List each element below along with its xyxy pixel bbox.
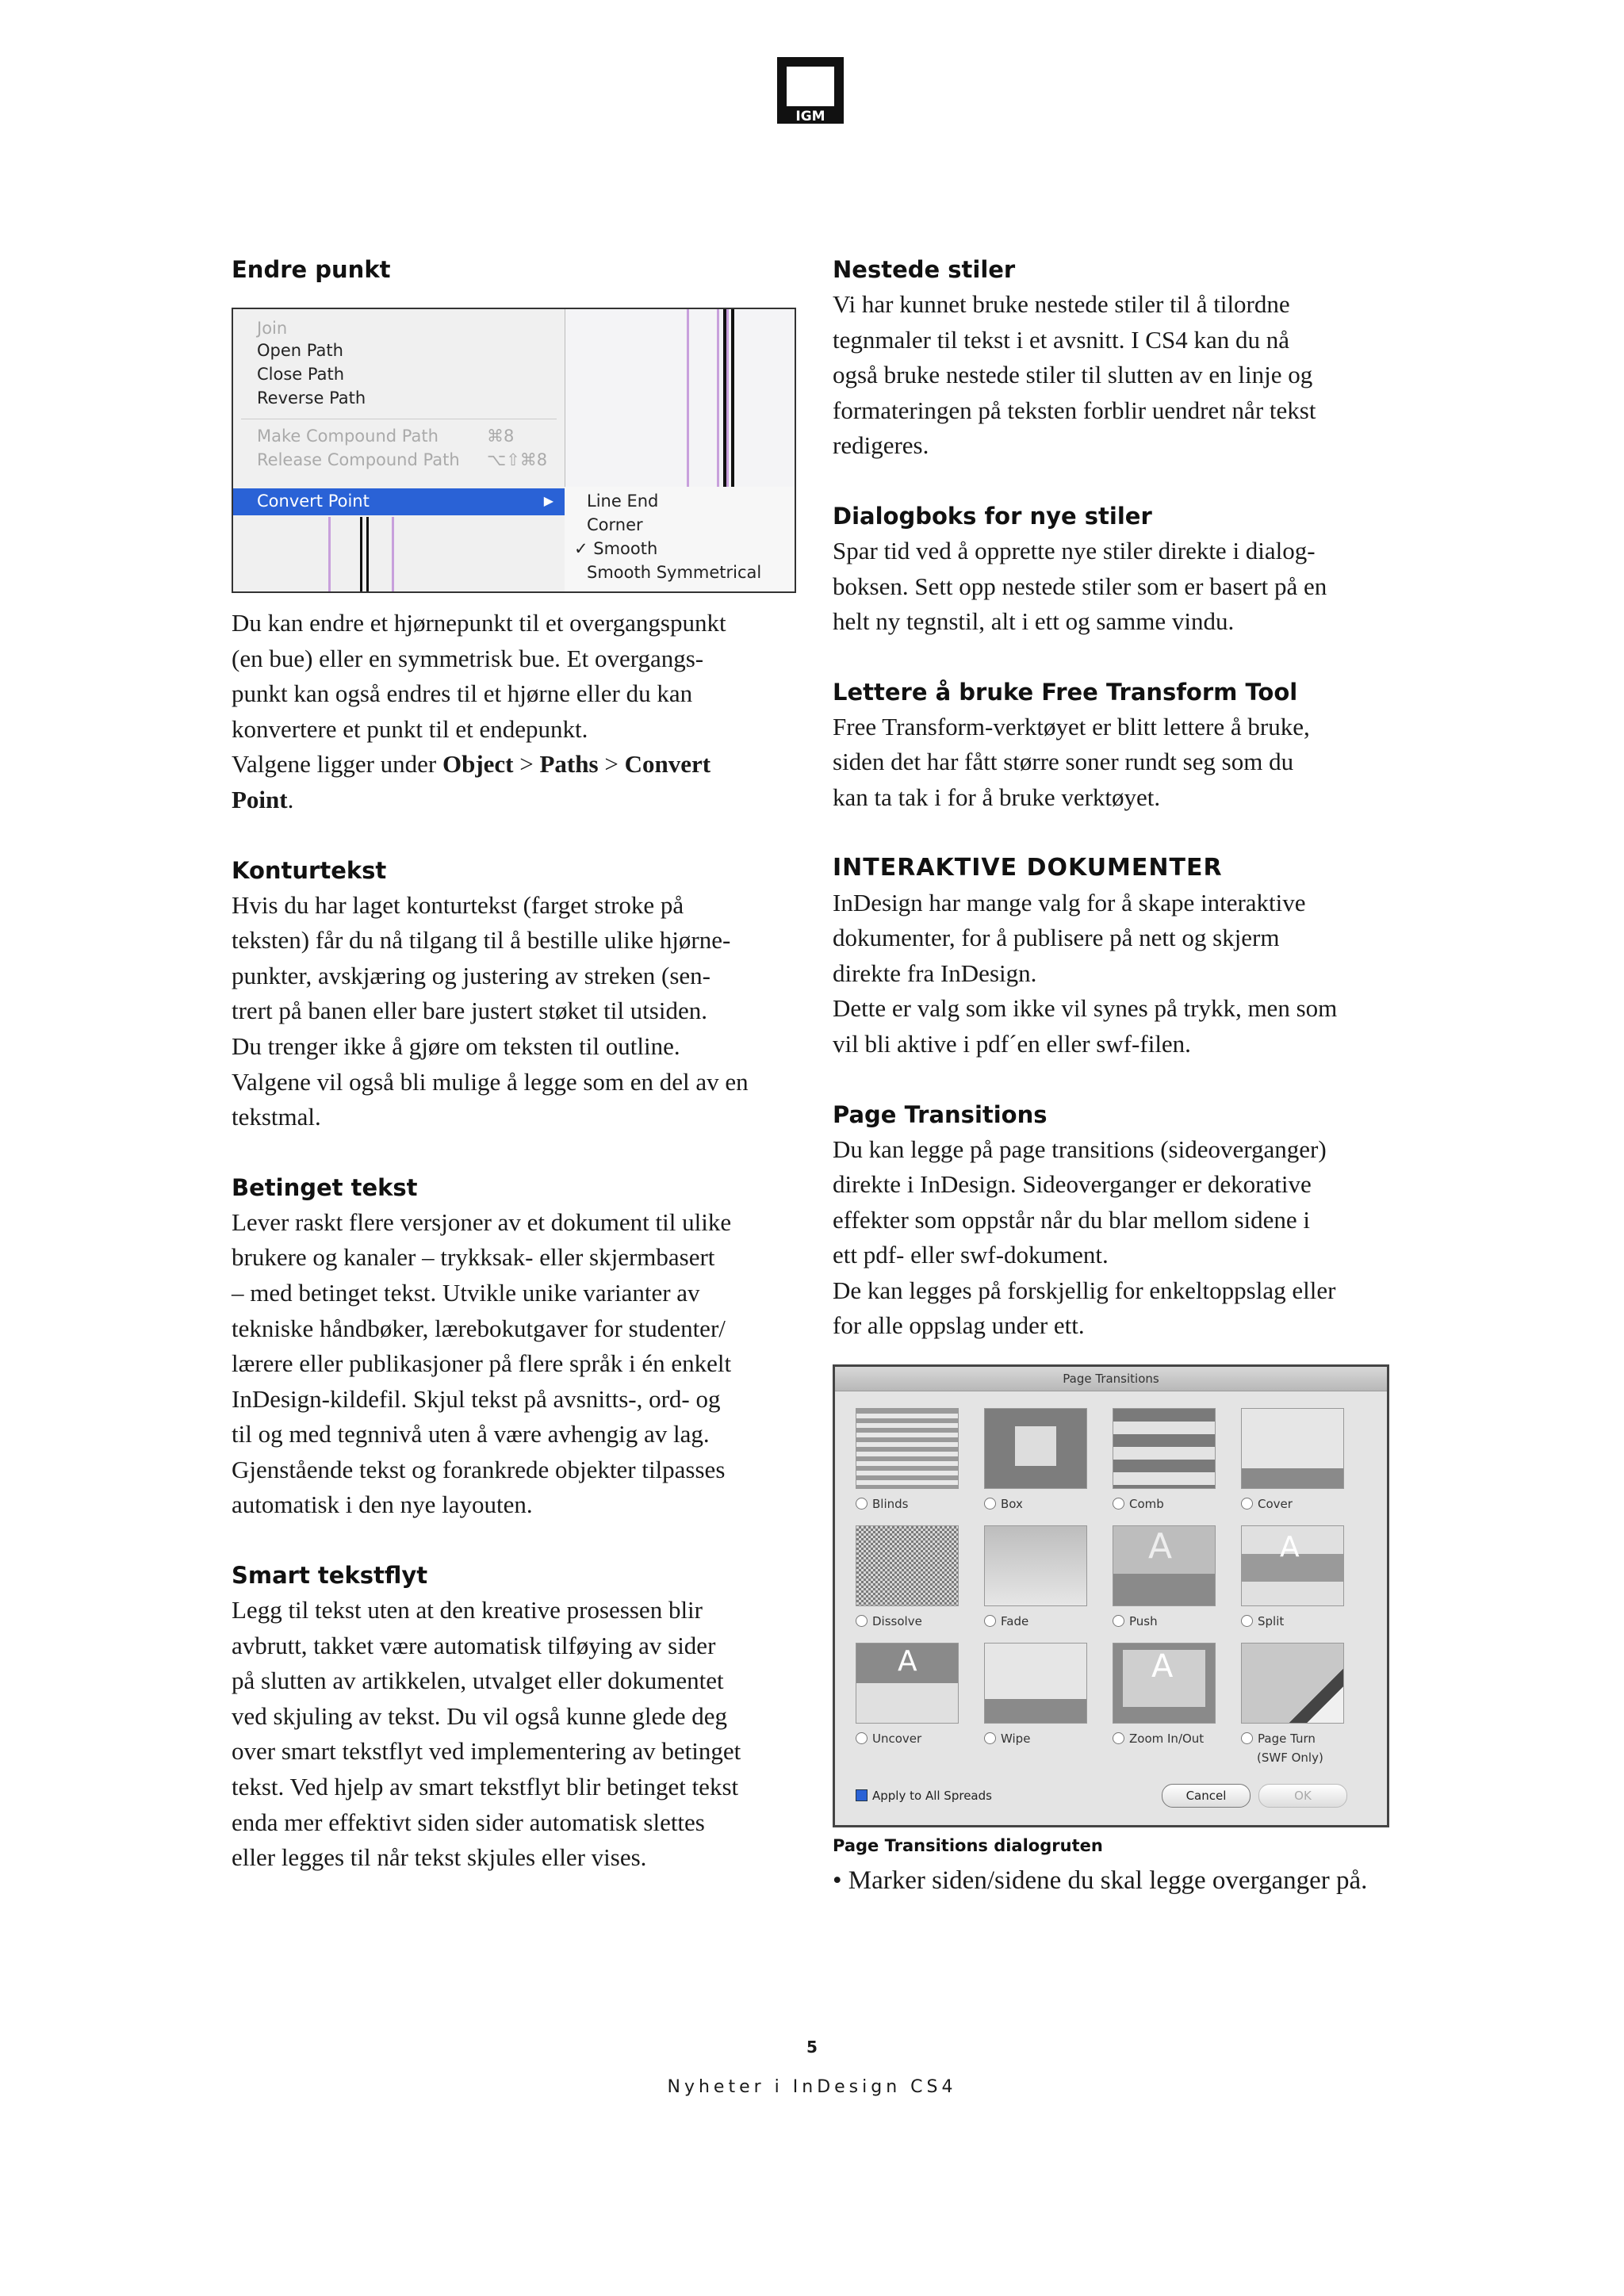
interaktive-line-3: direkte fra InDesign.	[833, 959, 1037, 987]
transitions-line-3: effekter som oppstår når du blar mellom sidene i	[833, 1205, 1311, 1234]
igm-logo	[777, 57, 844, 124]
option-cover[interactable]: Cover	[1241, 1497, 1293, 1511]
wipe-preview	[984, 1643, 1087, 1724]
betinget-line-1: Lever raskt flere versjoner av et dokument til ulike	[232, 1207, 732, 1236]
left-column	[232, 252, 802, 1876]
path-convert: Convert	[624, 750, 711, 779]
free-transform-line-2: siden det har fått større soner rundt seg som du	[833, 748, 1294, 776]
option-uncover[interactable]: Uncover	[856, 1732, 921, 1746]
heading-konturtekst: Konturtekst	[232, 856, 387, 884]
menu-item-reverse-path[interactable]: Reverse Path	[257, 388, 366, 408]
bullet-instruction: • Marker siden/sidene du skal legge overganger på.	[833, 1866, 1368, 1896]
option-wipe[interactable]: Wipe	[984, 1732, 1030, 1746]
konturtekst-line-2: teksten) får du nå tilgang til å bestille ulike hjørne-	[232, 926, 731, 955]
heading-nestede-stiler: Nestede stiler	[833, 256, 1016, 283]
endre-punkt-line-4: konvertere et punkt til et endepunkt.	[232, 714, 588, 743]
free-transform-line-3: kan ta tak i for å bruke verktøyet.	[833, 783, 1161, 811]
konturtekst-line-7: tekstmal.	[232, 1103, 321, 1131]
uncover-preview: A	[856, 1643, 959, 1724]
heading-free-transform: Lettere å bruke Free Transform Tool	[833, 678, 1298, 706]
betinget-line-8: Gjenstående tekst og forankrede objekter tilpasses	[232, 1455, 726, 1483]
zoom-preview: A	[1113, 1643, 1216, 1724]
path-paths: Paths	[539, 750, 599, 779]
menu-item-make-compound-path[interactable]: Make Compound Path ⌘8	[257, 427, 515, 446]
option-blinds[interactable]: Blinds	[856, 1497, 908, 1511]
cover-preview	[1241, 1408, 1344, 1489]
convert-point-submenu	[565, 487, 795, 591]
betinget-line-3: – med betinget tekst. Utvikle unike varianter av	[232, 1278, 700, 1307]
box-preview	[984, 1408, 1087, 1489]
menu-item-release-compound-path[interactable]: Release Compound Path ⌥⇧⌘8	[257, 450, 548, 469]
convert-point-menu-screenshot	[232, 308, 796, 593]
interaktive-line-5: vil bli aktive i pdf´en eller swf-filen.	[833, 1029, 1191, 1058]
logo-text: IGM	[795, 109, 825, 124]
context-menu	[233, 309, 565, 591]
tekstflyt-line-4: ved skjuling av tekst. Du vil også kunne glede deg	[232, 1701, 728, 1730]
betinget-line-9: automatisk i den nye layouten.	[232, 1490, 533, 1519]
split-preview: A	[1241, 1525, 1344, 1606]
interaktive-line-2: dokumenter, for å publisere på nett og skjerm	[833, 924, 1280, 952]
nestede-line-1: Vi har kunnet bruke nestede stiler til å tilordne	[833, 290, 1290, 318]
endre-punkt-line-2: (en bue) eller en symmetrisk bue. Et overgangs-	[232, 644, 704, 672]
fade-preview	[984, 1525, 1087, 1606]
cancel-button[interactable]: Cancel	[1162, 1784, 1251, 1808]
betinget-line-6: InDesign-kildefil. Skjul tekst på avsnitts-, ord- og	[232, 1384, 721, 1413]
option-fade[interactable]: Fade	[984, 1614, 1028, 1628]
menu-item-close-path[interactable]: Close Path	[257, 365, 345, 384]
option-push[interactable]: Push	[1113, 1614, 1158, 1628]
page-number: 5	[806, 2038, 818, 2057]
konturtekst-line-6: Valgene vil også bli mulige å legge som en del av en	[232, 1067, 749, 1096]
option-comb[interactable]: Comb	[1113, 1497, 1164, 1511]
heading-endre-punkt: Endre punkt	[232, 256, 391, 283]
submenu-arrow-icon: ▶	[543, 495, 553, 508]
dialogboks-line-2: boksen. Sett opp nestede stiler som er basert på en	[833, 572, 1327, 600]
shortcut-make-compound: ⌘8	[487, 427, 515, 446]
konturtekst-line-3: punkter, avskjæring og justering av streken (sen-	[232, 961, 710, 989]
konturtekst-line-1: Hvis du har laget konturtekst (farget stroke på	[232, 890, 684, 919]
submenu-item-smooth-symmetrical[interactable]: Smooth Symmetrical	[587, 563, 762, 582]
betinget-line-4: tekniske håndbøker, lærebokutgaver for studenter/	[232, 1314, 726, 1342]
transitions-line-1: Du kan legge på page transitions (sideoverganger)	[833, 1135, 1327, 1163]
path-point: Point	[232, 785, 288, 813]
nestede-line-3: også bruke nestede stiler til slutten av en linje og	[833, 361, 1313, 389]
heading-smart-tekstflyt: Smart tekstflyt	[232, 1562, 428, 1590]
menu-path-line-2: Point.	[232, 785, 294, 813]
ok-button[interactable]: OK	[1258, 1784, 1347, 1808]
option-dissolve[interactable]: Dissolve	[856, 1614, 922, 1628]
dialogboks-line-1: Spar tid ved å opprette nye stiler direkte i dialog-	[833, 536, 1316, 564]
transitions-line-2: direkte i InDesign. Sideoverganger er dekorative	[833, 1170, 1312, 1199]
tekstflyt-line-1: Legg til tekst uten at den kreative prosessen blir	[232, 1596, 703, 1624]
heading-interaktive-dokumenter: INTERAKTIVE DOKUMENTER	[833, 853, 1223, 882]
page-turn-preview	[1241, 1643, 1344, 1724]
transitions-line-6: for alle oppslag under ett.	[833, 1311, 1085, 1340]
interaktive-line-1: InDesign har mange valg for å skape interaktive	[833, 888, 1306, 916]
path-object: Object	[442, 750, 514, 779]
menu-item-join[interactable]: Join	[257, 319, 288, 338]
page-transitions-dialog	[833, 1364, 1389, 1827]
transitions-line-4: ett pdf- eller swf-dokument.	[833, 1241, 1109, 1269]
submenu-item-line-end[interactable]: Line End	[587, 492, 659, 511]
menu-path-line: Valgene ligger under Object > Paths > Convert	[232, 750, 711, 779]
push-preview: A	[1113, 1525, 1216, 1606]
tekstflyt-line-3: på slutten av artikkelen, utvalget eller dokumentet	[232, 1667, 724, 1695]
betinget-line-5: lærere eller publikasjoner på flere språk i én enkelt	[232, 1349, 732, 1378]
footer-title: Nyheter i InDesign CS4	[667, 2077, 957, 2097]
heading-dialogboks: Dialogboks for nye stiler	[833, 502, 1152, 530]
nestede-line-5: redigeres.	[833, 431, 929, 460]
tekstflyt-line-6: tekst. Ved hjelp av smart tekstflyt blir betinget tekst	[232, 1773, 739, 1801]
menu-item-convert-point[interactable]: Convert Point ▶	[233, 488, 565, 515]
option-box[interactable]: Box	[984, 1497, 1023, 1511]
dialog-caption: Page Transitions dialogruten	[833, 1836, 1103, 1856]
endre-punkt-line-3: punkt kan også endres til et hjørne eller du kan	[232, 679, 693, 708]
konturtekst-line-4: trert på banen eller bare justert støket til utsiden.	[232, 997, 707, 1025]
option-zoom-in-out[interactable]: Zoom In/Out	[1113, 1732, 1204, 1746]
tekstflyt-line-5: over smart tekstflyt ved implementering av betinget	[232, 1737, 741, 1766]
betinget-line-2: brukere og kanaler – trykksak- eller skjermbasert	[232, 1243, 715, 1272]
apply-to-all-spreads-checkbox[interactable]: Apply to All Spreads	[856, 1789, 992, 1803]
interaktive-line-4: Dette er valg som ikke vil synes på trykk, men som	[833, 994, 1338, 1023]
nestede-line-4: formateringen på teksten forblir uendret når tekst	[833, 396, 1316, 424]
tekstflyt-line-2: avbrutt, takket være automatisk tilføying av sider	[232, 1631, 716, 1659]
menu-item-open-path[interactable]: Open Path	[257, 341, 343, 360]
free-transform-line-1: Free Transform-verktøyet er blitt lettere å bruke,	[833, 712, 1310, 740]
submenu-item-smooth[interactable]: ✓ Smooth	[574, 539, 658, 558]
dialog-title: Page Transitions	[835, 1367, 1387, 1391]
nestede-line-2: tegnmaler til tekst i et avsnitt. I CS4 kan du nå	[833, 325, 1289, 354]
heading-page-transitions: Page Transitions	[833, 1100, 1048, 1128]
right-column	[833, 252, 1397, 1899]
heading-betinget-tekst: Betinget tekst	[232, 1173, 418, 1201]
page-turn-note: (SWF Only)	[1257, 1751, 1323, 1766]
dissolve-preview	[856, 1525, 959, 1606]
tekstflyt-line-8: eller legges til når tekst skjules eller vises.	[232, 1843, 647, 1872]
transitions-line-5: De kan legges på forskjellig for enkeltoppslag eller	[833, 1276, 1336, 1304]
option-page-turn[interactable]: Page Turn	[1241, 1732, 1316, 1746]
comb-preview	[1113, 1408, 1216, 1489]
dialogboks-line-3: helt ny tegnstil, alt i ett og samme vindu.	[833, 607, 1235, 636]
submenu-item-corner[interactable]: Corner	[587, 515, 643, 534]
blinds-preview	[856, 1408, 959, 1489]
option-split[interactable]: Split	[1241, 1614, 1284, 1628]
betinget-line-7: til og med tegnnivå uten å være avhengig av lag.	[232, 1420, 710, 1448]
konturtekst-line-5: Du trenger ikke å gjøre om teksten til outline.	[232, 1031, 680, 1060]
shortcut-release-compound: ⌥⇧⌘8	[487, 450, 548, 469]
endre-punkt-line-1: Du kan endre et hjørnepunkt til et overgangspunkt	[232, 609, 726, 637]
tekstflyt-line-7: enda mer effektivt siden sider automatisk slettes	[232, 1808, 705, 1836]
